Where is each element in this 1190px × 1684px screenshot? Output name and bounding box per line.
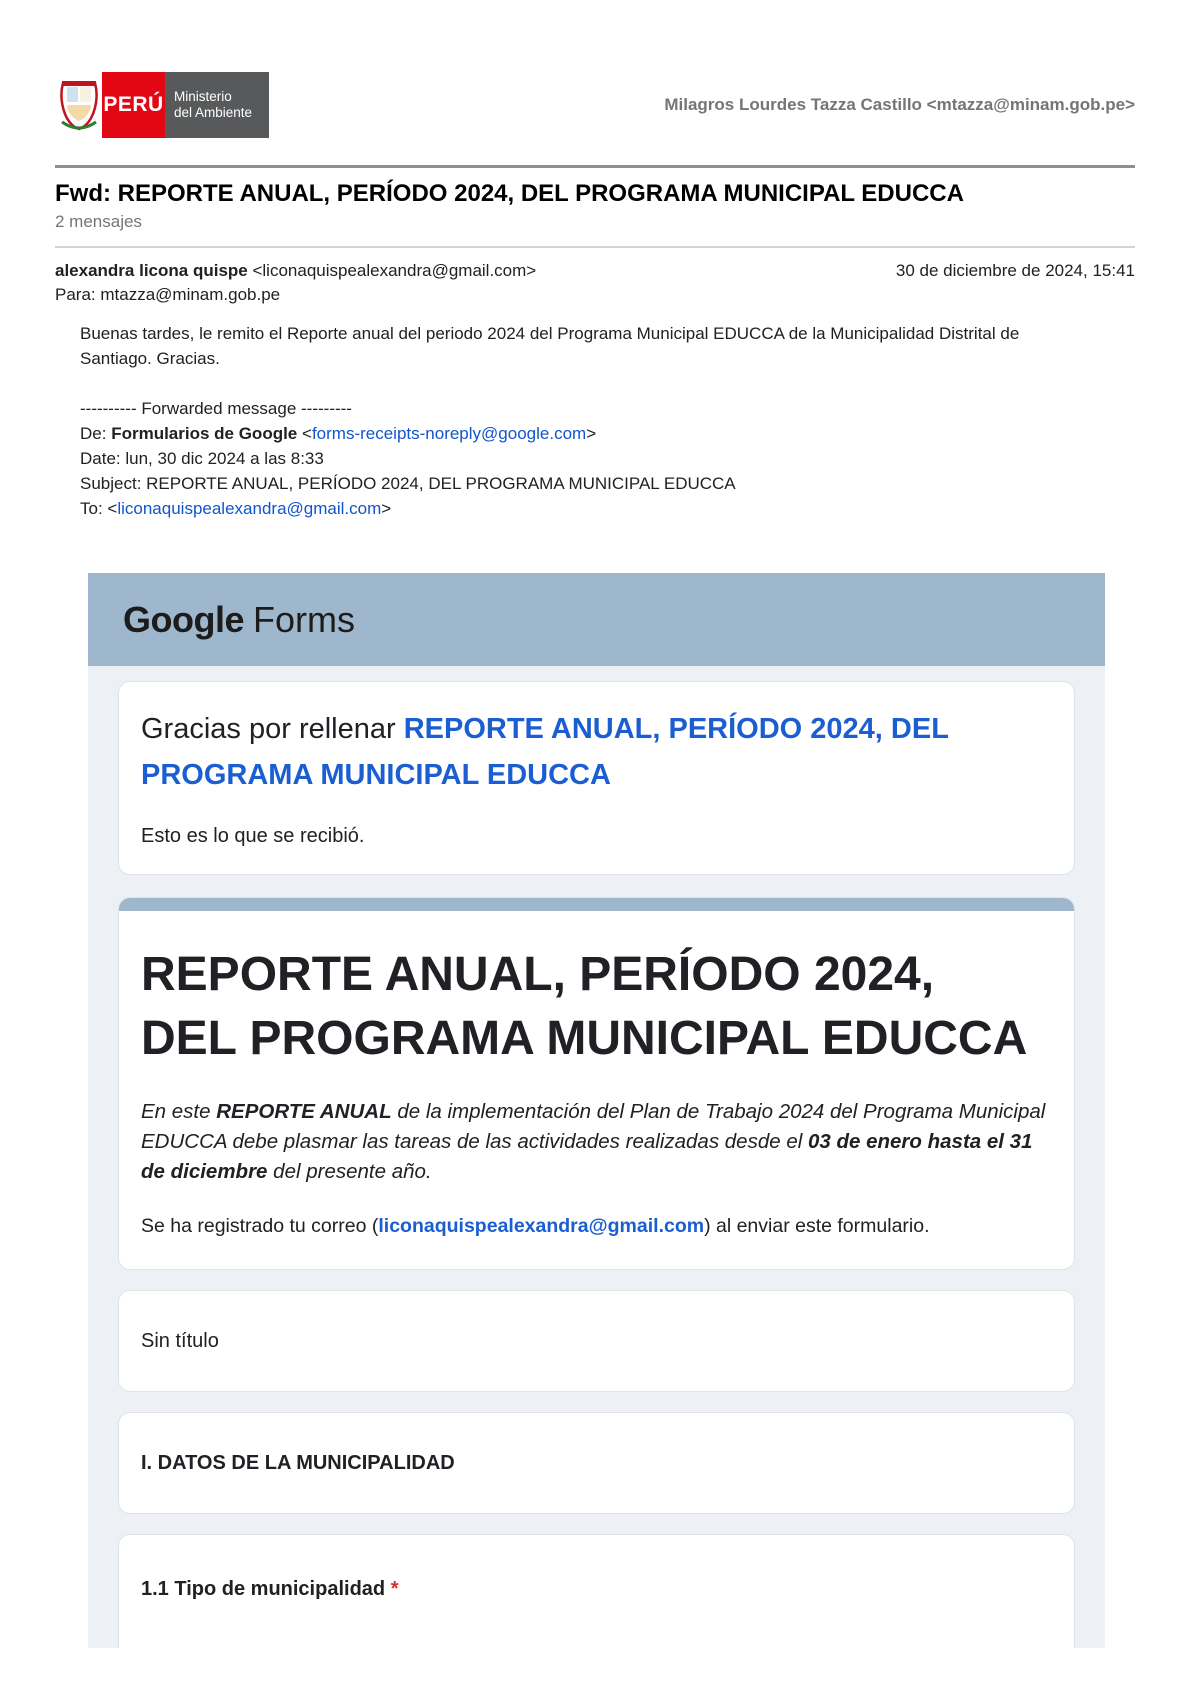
peru-ministry-logo xyxy=(55,72,269,138)
desc-part3: del presente año. xyxy=(267,1160,432,1183)
registered-suffix: ) al enviar este formulario. xyxy=(704,1215,930,1237)
fwd-to-email-link[interactable]: liconaquispealexandra@gmail.com xyxy=(117,499,382,518)
message-count: 2 mensajes xyxy=(55,212,142,231)
thread-divider xyxy=(55,246,1135,248)
thanks-prefix: Gracias por rellenar xyxy=(141,713,404,745)
form-title-line2: DEL PROGRAMA MUNICIPAL EDUCCA xyxy=(141,1012,1028,1065)
fwd-sender-email-link[interactable]: forms-receipts-noreply@google.com xyxy=(311,424,587,443)
desc-bold2: 03 de enero hasta el 31 de diciembre xyxy=(141,1130,1033,1183)
message-date: 30 de diciembre de 2024, 15:41 xyxy=(895,261,1135,280)
google-forms-email xyxy=(88,573,1105,1648)
form-summary-card xyxy=(118,897,1075,1270)
forms-logo-text: Forms xyxy=(253,598,355,640)
desc-part2: de la implementación del Plan de Trabajo 2024 del Programa Municipal EDUCCA debe plasmar las tareas de las actividades realizadas desde el xyxy=(141,1100,1046,1153)
peru-wordmark xyxy=(102,72,165,138)
peru-label: PERÚ xyxy=(103,93,164,116)
sender-email: <liconaquispealexandra@gmail.com> xyxy=(247,261,537,280)
fwd-to-label: To: < xyxy=(80,499,118,518)
google-forms-header-band xyxy=(88,573,1105,666)
peru-coat-of-arms-icon xyxy=(55,72,102,138)
untitled-section-label: Sin título xyxy=(141,1330,219,1352)
received-note: Esto es lo que se recibió. xyxy=(141,825,365,847)
fwd-to-close: > xyxy=(381,499,392,518)
untitled-section-card xyxy=(118,1290,1075,1392)
thread-subject: Fwd: REPORTE ANUAL, PERÍODO 2024, DEL PROGRAMA MUNICIPAL EDUCCA xyxy=(55,180,964,207)
form-title xyxy=(141,943,1052,1071)
google-logo-text: Google xyxy=(123,598,244,640)
account-owner: Milagros Lourdes Tazza Castillo <mtazza@minam.gob.pe> xyxy=(664,95,1135,114)
question-card xyxy=(118,1534,1075,1648)
ministry-wordmark xyxy=(165,72,269,138)
question-label: 1.1 Tipo de municipalidad xyxy=(141,1578,386,1600)
google-forms-logo xyxy=(123,599,355,641)
registered-email-link[interactable]: liconaquispealexandra@gmail.com xyxy=(378,1215,705,1237)
form-card-accent-bar xyxy=(119,898,1074,911)
print-header xyxy=(55,72,1135,138)
desc-bold1: REPORTE ANUAL xyxy=(216,1100,392,1123)
forwarded-date-line: Date: lun, 30 dic 2024 a las 8:33 xyxy=(80,449,324,468)
fwd-angle-close: > xyxy=(586,424,597,443)
message-from xyxy=(55,259,536,283)
forwarded-divider: ---------- Forwarded message --------- xyxy=(80,399,352,418)
form-description xyxy=(141,1097,1052,1187)
message-header xyxy=(55,259,1135,283)
thanks-message xyxy=(141,706,1052,798)
header-divider xyxy=(55,165,1135,168)
forwarded-to-line xyxy=(80,496,1135,521)
forwarded-subject-line: Subject: REPORTE ANUAL, PERÍODO 2024, DEL PROGRAMA MUNICIPAL EDUCCA xyxy=(80,474,736,493)
thanks-card xyxy=(118,681,1075,875)
section-heading-card xyxy=(118,1412,1075,1514)
sender-name: alexandra licona quispe xyxy=(55,261,248,280)
ministry-line2: del Ambiente xyxy=(174,105,253,120)
fwd-angle-open: < xyxy=(297,424,312,443)
form-card-body xyxy=(119,911,1074,1269)
form-title-link[interactable]: REPORTE ANUAL, PERÍODO 2024, DEL PROGRAMA MUNICIPAL EDUCCA xyxy=(141,713,949,791)
section-heading: I. DATOS DE LA MUNICIPALIDAD xyxy=(141,1452,455,1474)
required-asterisk: * xyxy=(390,1578,399,1600)
forwarded-from-line xyxy=(80,421,1135,446)
message-to: Para: mtazza@minam.gob.pe xyxy=(55,285,281,304)
ministry-line1: Ministerio xyxy=(174,89,232,104)
form-title-line1: REPORTE ANUAL, PERÍODO 2024, xyxy=(141,948,935,1001)
fwd-sender-name: Formularios de Google xyxy=(111,424,298,443)
message-body: Buenas tardes, le remito el Reporte anual del periodo 2024 del Programa Municipal EDUCCA de la Municipalidad Distrital de Santiago. Gracias. xyxy=(80,324,1020,368)
registered-prefix: Se ha registrado tu correo ( xyxy=(141,1215,379,1237)
desc-part1: En este xyxy=(141,1100,217,1123)
forwarded-message-block xyxy=(80,396,1135,521)
registered-email-note xyxy=(141,1213,1052,1239)
fwd-de-label: De: xyxy=(80,424,112,443)
